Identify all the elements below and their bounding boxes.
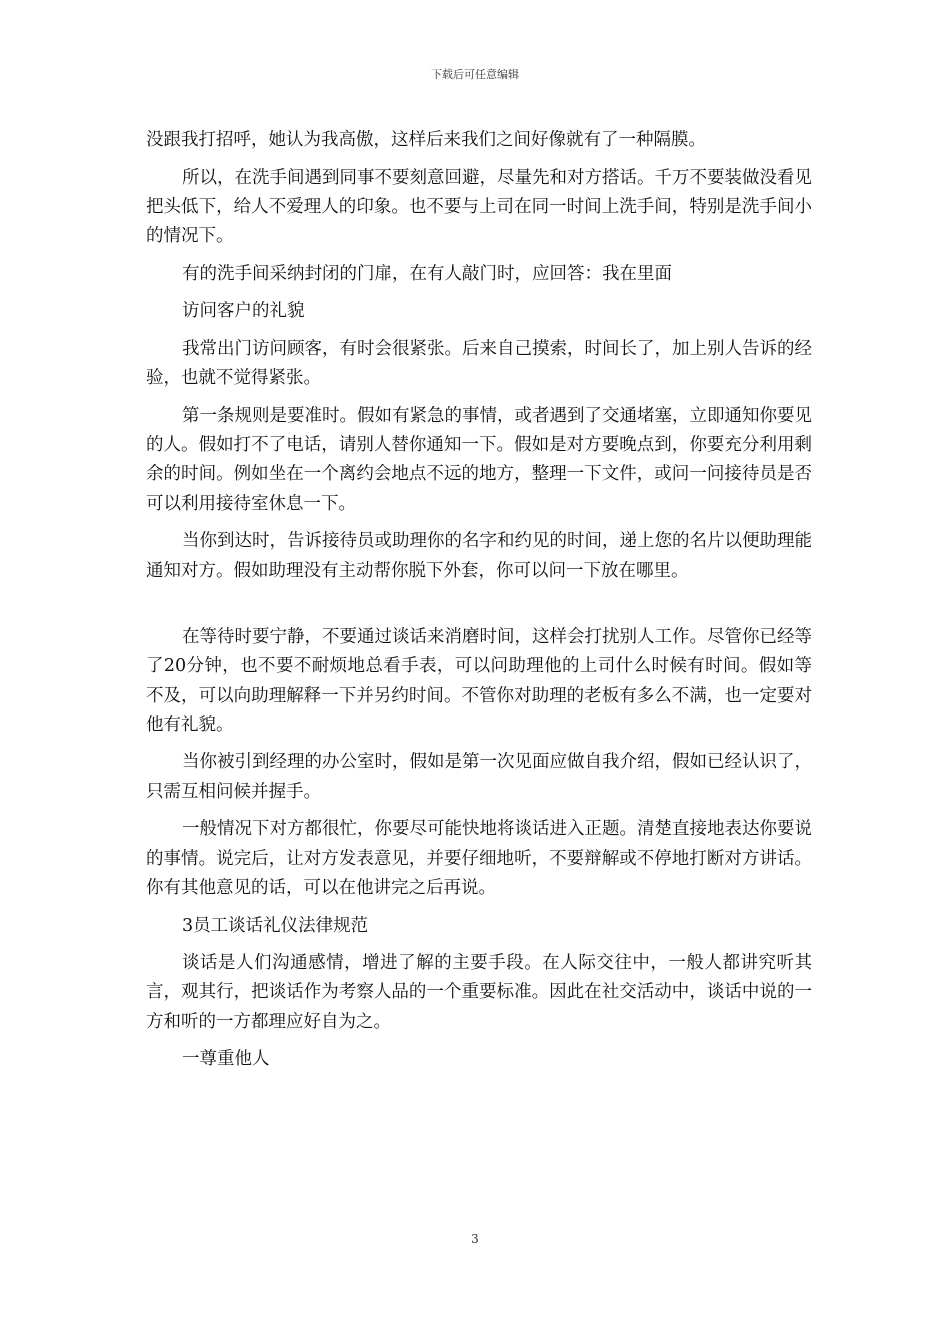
paragraph-restroom-door: 有的洗手间采纳封闭的门扉，在有人敲门时，应回答：我在里面 — [182, 263, 672, 284]
paragraph-arrival: 当你到达时，告诉接待员或助理你的名字和约见的时间，递上您的名片以便助理能通知对方。假如助理没有主动帮你脱下外套，你可以问一下放在哪里。 — [146, 531, 812, 581]
subheading-respect-others: 一尊重他人 — [182, 1049, 270, 1070]
paragraph-restroom-advice: 所以，在洗手间遇到同事不要刻意回避，尽量先和对方搭话。千万不要装做没看见把头低下，给人不爱理人的印象。也不要与上司在同一时间上洗手间，特别是洗手间小的情况下。 — [146, 167, 812, 247]
paragraph-punctuality: 第一条规则是要准时。假如有紧急的事情，或者遇到了交通堵塞，立即通知你要见的人。假如打不了电话，请别人替你通知一下。假如是对方要晚点到，你要充分利用剩余的时间。例如坐在一个离约会地点不远的地方，整理一下文件，或问一问接待员是否可以利用接待室休息一下。 — [146, 405, 812, 514]
document-body — [146, 126, 812, 1083]
paragraph-introduction: 当你被引到经理的办公室时，假如是第一次见面应做自我介绍，假如已经认识了，只需互相问候并握手。 — [146, 752, 812, 802]
paragraph-conversation-importance: 谈话是人们沟通感情，增进了解的主要手段。在人际交往中，一般人都讲究听其言，观其行，把谈话作为考察人品的一个重要标准。因此在社交活动中，谈话中说的一方和听的一方都理应好自为之。 — [146, 953, 812, 1032]
section-heading-conversation-etiquette: 3员工谈话礼仪法律规范 — [182, 915, 369, 936]
paragraph-waiting: 在等待时要宁静，不要通过谈话来消磨时间，这样会打扰别人工作。尽管你已经等了20分钟，也不要不耐烦地总看手表，可以问助理他的上司什么时候有时间。假如等不及，可以向助理解释一下并另约时间。不管你对助理的老板有多么不满，也一定要对他有礼貌。 — [146, 626, 812, 735]
page-number: 3 — [471, 1232, 479, 1246]
paragraph-get-to-point: 一般情况下对方都很忙，你要尽可能快地将谈话进入正题。清楚直接地表达你要说的事情。说完后，让对方发表意见，并要仔细地听，不要辩解或不停地打断对方讲话。你有其他意见的话，可以在他讲完之后再说。 — [146, 819, 812, 898]
paragraph-visit-intro: 我常出门访问顾客，有时会很紧张。后来自己摸索，时间长了，加上别人告诉的经验，也就不觉得紧张。 — [146, 338, 812, 389]
page-header-note: 下载后可任意编辑 — [431, 68, 519, 81]
paragraph-continuation: 没跟我打招呼，她认为我高傲，这样后来我们之间好像就有了一种隔膜。 — [146, 130, 706, 150]
section-heading-client-visit: 访问客户的礼貌 — [182, 301, 305, 322]
